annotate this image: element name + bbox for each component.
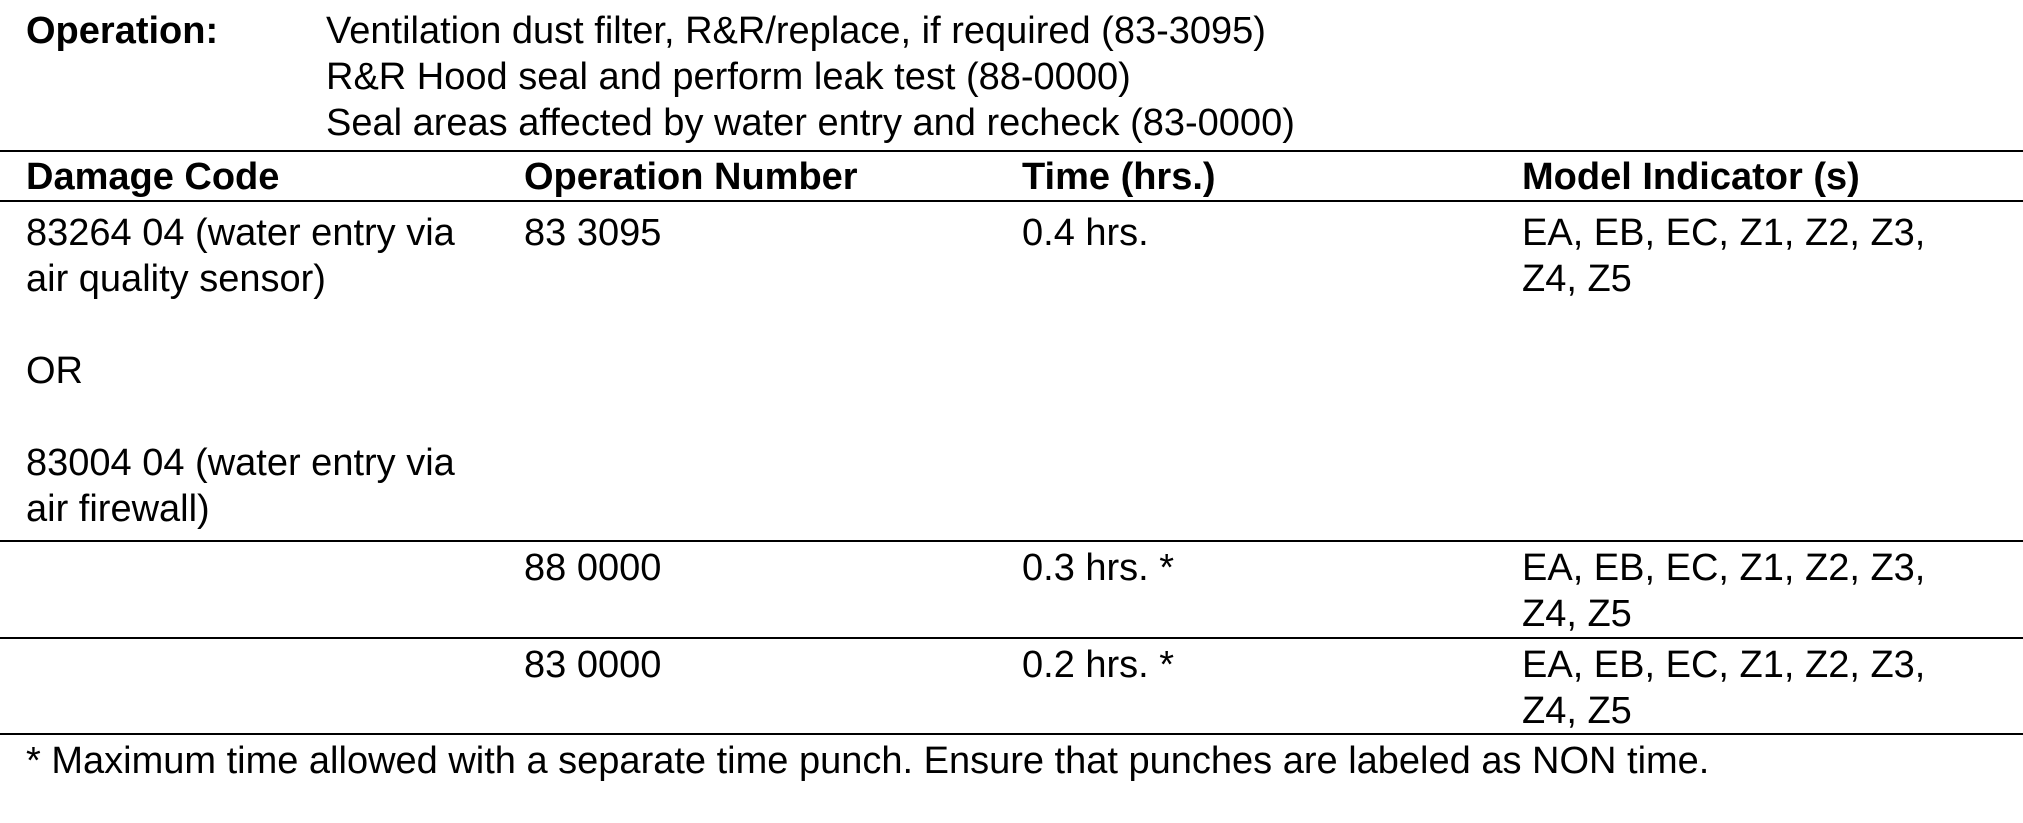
operation-description bbox=[326, 8, 1295, 146]
row-divider bbox=[0, 637, 2023, 639]
model-indicator-line: Z4, Z5 bbox=[1522, 690, 1632, 732]
header-time: Time (hrs.) bbox=[1022, 156, 1216, 198]
row-model-indicator bbox=[1522, 642, 1925, 734]
model-indicator-line: EA, EB, EC, Z1, Z2, Z3, bbox=[1522, 644, 1926, 686]
row-model-indicator bbox=[1522, 545, 1925, 637]
row-time: 0.3 hrs. * bbox=[1022, 547, 1175, 589]
model-indicator-line: EA, EB, EC, Z1, Z2, Z3, bbox=[1522, 212, 1926, 254]
operation-label: Operation: bbox=[26, 10, 219, 52]
operation-line: Seal areas affected by water entry and recheck (83-0000) bbox=[326, 102, 1295, 144]
damage-code-line: 83004 04 (water entry via bbox=[26, 442, 455, 484]
row-damage-code bbox=[26, 210, 455, 532]
row-time: 0.2 hrs. * bbox=[1022, 644, 1175, 686]
row-operation-number: 83 3095 bbox=[524, 212, 662, 254]
header-bottom-border bbox=[0, 200, 2023, 202]
header-operation-number: Operation Number bbox=[524, 156, 858, 198]
table-top-border bbox=[0, 150, 2023, 152]
damage-code-line bbox=[26, 394, 455, 440]
model-indicator-line: Z4, Z5 bbox=[1522, 593, 1632, 635]
row-model-indicator bbox=[1522, 210, 1925, 302]
damage-code-line bbox=[26, 302, 455, 348]
damage-code-line: OR bbox=[26, 350, 83, 392]
table-bottom-border bbox=[0, 733, 2023, 735]
model-indicator-line: EA, EB, EC, Z1, Z2, Z3, bbox=[1522, 547, 1926, 589]
damage-code-line: air firewall) bbox=[26, 488, 210, 530]
header-model-indicator: Model Indicator (s) bbox=[1522, 156, 1860, 198]
damage-code-line: air quality sensor) bbox=[26, 258, 326, 300]
row-time: 0.4 hrs. bbox=[1022, 212, 1149, 254]
footnote: * Maximum time allowed with a separate time punch. Ensure that punches are labeled as NON time. bbox=[26, 740, 1710, 782]
row-divider bbox=[0, 540, 2023, 542]
row-operation-number: 83 0000 bbox=[524, 644, 662, 686]
row-operation-number: 88 0000 bbox=[524, 547, 662, 589]
operation-line: R&R Hood seal and perform leak test (88-0000) bbox=[326, 56, 1131, 98]
header-damage-code: Damage Code bbox=[26, 156, 280, 198]
model-indicator-line: Z4, Z5 bbox=[1522, 258, 1632, 300]
operation-line: Ventilation dust filter, R&R/replace, if required (83-3095) bbox=[326, 10, 1266, 52]
damage-code-line: 83264 04 (water entry via bbox=[26, 212, 455, 254]
